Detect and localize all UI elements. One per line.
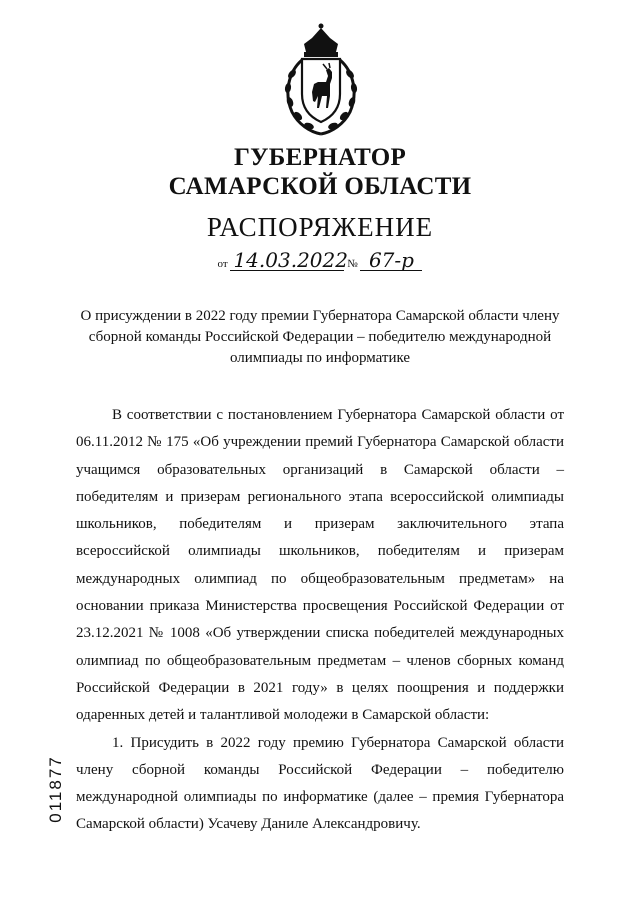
document-number: 67-р — [360, 250, 422, 271]
body-paragraph-item-1: 1. Присудить в 2022 году премию Губернатора Самарской области члену сборной команды Российской Федерации – победителю международной олимпиады по информатике (далее – премия Губернатора Самарской области) Усачеву Даниле Александровичу. — [76, 734, 564, 833]
document-body — [76, 402, 564, 839]
document-type-title: РАСПОРЯЖЕНИЕ — [206, 212, 434, 242]
margin-registration-number — [44, 748, 68, 834]
document-subject: О присуждении в 2022 году премии Губернатора Самарской области члену сборной команды Российской Федерации – победителю международной олимпиады по информатике — [80, 308, 560, 366]
crown-icon — [304, 24, 338, 58]
coat-of-arms-icon — [282, 22, 360, 138]
body-paragraph-preamble: В соответствии с постановлением Губернатора Самарской области от 06.11.2012 № 175 «Об учреждении премий Губернатора Самарской области учащимся образовательных организаций в Самарской области – победителям и призерам регионального этапа всероссийской олимпиады школьников, победителям и призерам заключительного этапа всероссийской олимпиады школьников, победителям и призерам международных олимпиад по общеобразовательным предметам» на основании приказа Министерства просвещения Российской Федерации от 23.12.2021 № 1008 «Об утверждении списка победителей международных олимпиад по общеобразовательным предметам – членов сборных команд Российской Федерации в 2021 году» в целях поощрения и поддержки одаренных детей и талантливой молодежи в Самарской области: — [76, 407, 564, 724]
region-title: САМАРСКОЙ ОБЛАСТИ — [168, 173, 472, 200]
number-label: № — [347, 258, 358, 270]
registration-number-text: 011877 — [46, 755, 65, 823]
date-number-line — [0, 250, 640, 271]
governor-title: ГУБЕРНАТОР — [233, 144, 407, 171]
document-date: 14.03.2022 — [230, 250, 344, 271]
date-label: от — [217, 258, 228, 270]
